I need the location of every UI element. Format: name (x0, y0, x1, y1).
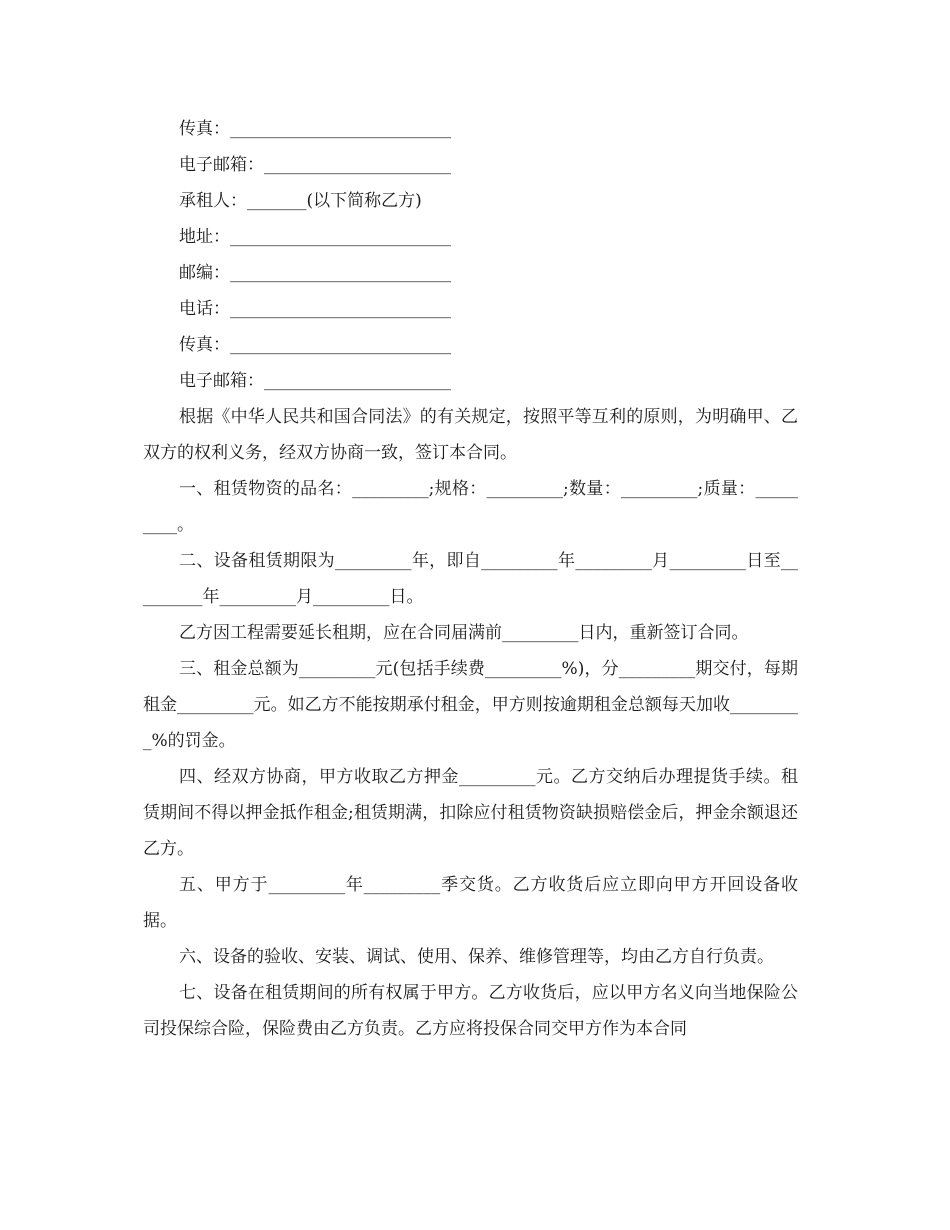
clause-5-paragraph (143, 867, 798, 939)
clause-6-paragraph (143, 939, 798, 975)
clause-2-paragraph (143, 543, 798, 615)
extension-text: 乙方因工程需要延长租期，应在合同届满前_________日内，重新签订合同。 (179, 623, 749, 643)
clause-4-paragraph (143, 759, 798, 867)
contract-body (143, 111, 798, 1047)
clause-7-paragraph (143, 975, 798, 1047)
fax-field-lessee: 传真：__________________________ (179, 335, 451, 355)
fax-field-lessor: 传真：__________________________ (179, 119, 451, 139)
clause-7-text: 七、设备在租赁期间的所有权属于甲方。乙方收货后，应以甲方名义向当地保险公司投保综合险，保险费由乙方负责。乙方应将投保合同交甲方作为本合同 (143, 983, 798, 1039)
phone-field-lessee: 电话：__________________________ (179, 299, 451, 319)
preamble-text: 根据《中华人民共和国合同法》的有关规定，按照平等互利的原则，为明确甲、乙双方的权利义务，经双方协商一致，签订本合同。 (143, 407, 798, 463)
clause-4-text: 四、经双方协商，甲方收取乙方押金_________元。乙方交纳后办理提货手续。租赁期间不得以押金抵作租金;租赁期满，扣除应付租赁物资缺损赔偿金后，押金余额退还乙方。 (143, 767, 798, 859)
clause-5-text: 五、甲方于_________年_________季交货。乙方收货后应立即向甲方开回设备收据。 (143, 875, 798, 931)
clause-1-text: 一、租赁物资的品名：_________;规格：_________;数量：_________;质量：_________。 (143, 479, 798, 535)
preamble-paragraph (143, 399, 798, 471)
postcode-field-lessee: 邮编：__________________________ (179, 263, 451, 283)
clause-1-paragraph (143, 471, 798, 543)
clause-6-text: 六、设备的验收、安装、调试、使用、保养、维修管理等，均由乙方自行负责。 (179, 947, 774, 967)
clause-3-text: 三、租金总额为_________元(包括手续费_________%)，分_________期交付，每期租金_________元。如乙方不能按期承付租金，甲方则按逾期租金总额每天加收_________%的罚金。 (143, 659, 798, 751)
clause-3-paragraph (143, 651, 798, 759)
email-field-lessor: 电子邮箱：______________________ (179, 155, 451, 175)
lessee-name-field: 承租人：_______(以下简称乙方) (179, 191, 422, 211)
extension-paragraph (143, 615, 798, 651)
email-field-lessee: 电子邮箱：______________________ (179, 371, 451, 391)
clause-2-text: 二、设备租赁期限为_________年，即自_________年_________月_________日至_________年_________月_________日。 (143, 551, 798, 607)
address-field-lessee: 地址：__________________________ (179, 227, 451, 247)
